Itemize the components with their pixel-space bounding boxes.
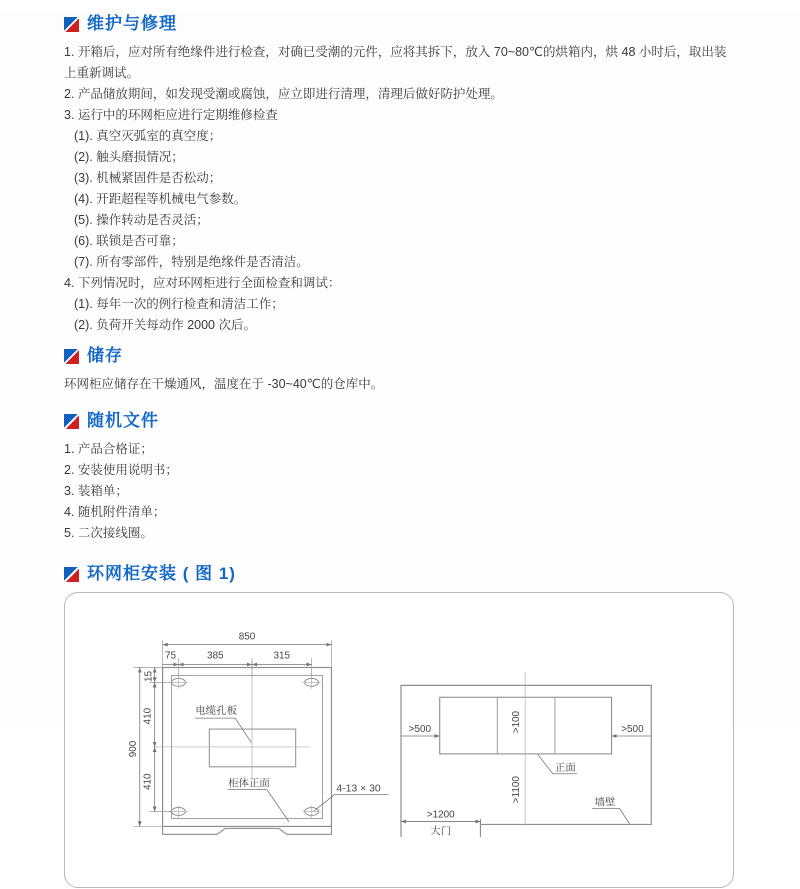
section-title-storage: 储存 (87, 346, 123, 365)
text-line: (6). 联锁是否可靠； (74, 234, 184, 248)
section-marker-icon (64, 349, 79, 364)
dim-850 (163, 632, 332, 668)
cabinet-front-label (228, 777, 289, 822)
wall-label (593, 796, 630, 824)
mounting-holes-label (315, 784, 388, 811)
documents-body (64, 439, 736, 544)
dim-front-clearance (511, 776, 522, 804)
text-line: (2). 触头磨损情况； (74, 150, 184, 164)
text-line: 4. 下列情况时，应对环网柜进行全面检查和调试： (64, 276, 341, 290)
dim-door-width (401, 809, 480, 837)
text-line: 3. 运行中的环网柜应进行定期维修检查 (64, 108, 278, 122)
text-line: 1. 产品合格证； (64, 442, 153, 456)
text-line: 环网柜应储存在干燥通风，温度在于 -30~40℃的仓库中。 (64, 377, 384, 391)
section-marker-icon (64, 414, 79, 429)
section-heading-documents (64, 409, 736, 433)
cable-plate-label (195, 704, 251, 742)
svg-text:900: 900 (127, 740, 139, 758)
text-line: 1. 开箱后，应对所有绝缘件进行检查，对确已受潮的元件，应将其拆下，放入 70~80℃的烘箱内，烘 48 小时后，取出装上重新调试。 (64, 45, 727, 80)
text-line: (2). 负荷开关每动作 2000 次后。 (74, 318, 256, 332)
section-title-documents: 随机文件 (87, 411, 159, 430)
dim-back-clearance (511, 710, 522, 733)
document-page (0, 12, 800, 889)
cabinet-base-plan (128, 632, 388, 835)
svg-text:4-13 × 30: 4-13 × 30 (336, 783, 381, 795)
svg-text:>500: >500 (621, 724, 644, 736)
dim-left-clearance (401, 724, 440, 736)
section-heading-maintenance (64, 12, 736, 36)
text-line: (5). 操作转动是否灵活； (74, 213, 209, 227)
svg-text:850: 850 (238, 631, 256, 643)
text-line: (3). 机械紧固件是否松动； (74, 171, 222, 185)
section-title-installation: 环网柜安装 ( 图 1) (87, 564, 236, 583)
dim-75-385-315 (163, 651, 312, 677)
section-marker-icon (64, 17, 79, 32)
text-line: 4. 随机附件清单； (64, 505, 166, 519)
svg-text:柜体正面: 柜体正面 (228, 778, 270, 790)
front-face-label (538, 755, 577, 774)
text-line: 3. 装箱单； (64, 484, 128, 498)
svg-text:电缆孔板: 电缆孔板 (195, 706, 238, 718)
svg-text:>500: >500 (408, 724, 432, 736)
svg-text:315: 315 (273, 650, 291, 662)
section-marker-icon (64, 567, 79, 582)
text-line: (1). 每年一次的例行检查和清洁工作； (74, 297, 284, 311)
text-line: (7). 所有零部件，特别是绝缘件是否清洁。 (74, 255, 309, 269)
svg-text:墙壁: 墙壁 (594, 797, 616, 809)
svg-text:75: 75 (165, 650, 177, 662)
svg-text:410: 410 (142, 707, 154, 725)
section-heading-installation (64, 562, 736, 586)
svg-text:大门: 大门 (430, 826, 452, 838)
text-line: 2. 产品储放期间，如发现受潮或腐蚀，应立即进行清理，清理后做好防护处理。 (64, 87, 503, 101)
svg-text:15: 15 (143, 670, 155, 682)
svg-text:>1100: >1100 (511, 776, 523, 804)
installation-figure (64, 592, 734, 888)
storage-body (64, 374, 736, 395)
text-line: (4). 开距超程等机械电气参数。 (74, 192, 247, 206)
text-line: 2. 安装使用说明书； (64, 463, 178, 477)
svg-text:410: 410 (142, 773, 154, 790)
room-installation-plan (401, 672, 651, 837)
installation-diagram (65, 593, 733, 887)
dim-right-clearance (612, 724, 652, 736)
svg-text:>1200: >1200 (426, 809, 455, 821)
text-line: (1). 真空灭弧室的真空度； (74, 129, 222, 143)
svg-text:>100: >100 (511, 710, 523, 734)
section-title-maintenance: 维护与修理 (87, 14, 177, 33)
page-content (0, 12, 800, 888)
maintenance-body (64, 42, 736, 336)
svg-text:385: 385 (206, 650, 224, 662)
svg-text:正面: 正面 (554, 762, 576, 774)
text-line: 5. 二次接线圈。 (64, 526, 153, 540)
section-heading-storage (64, 344, 736, 368)
